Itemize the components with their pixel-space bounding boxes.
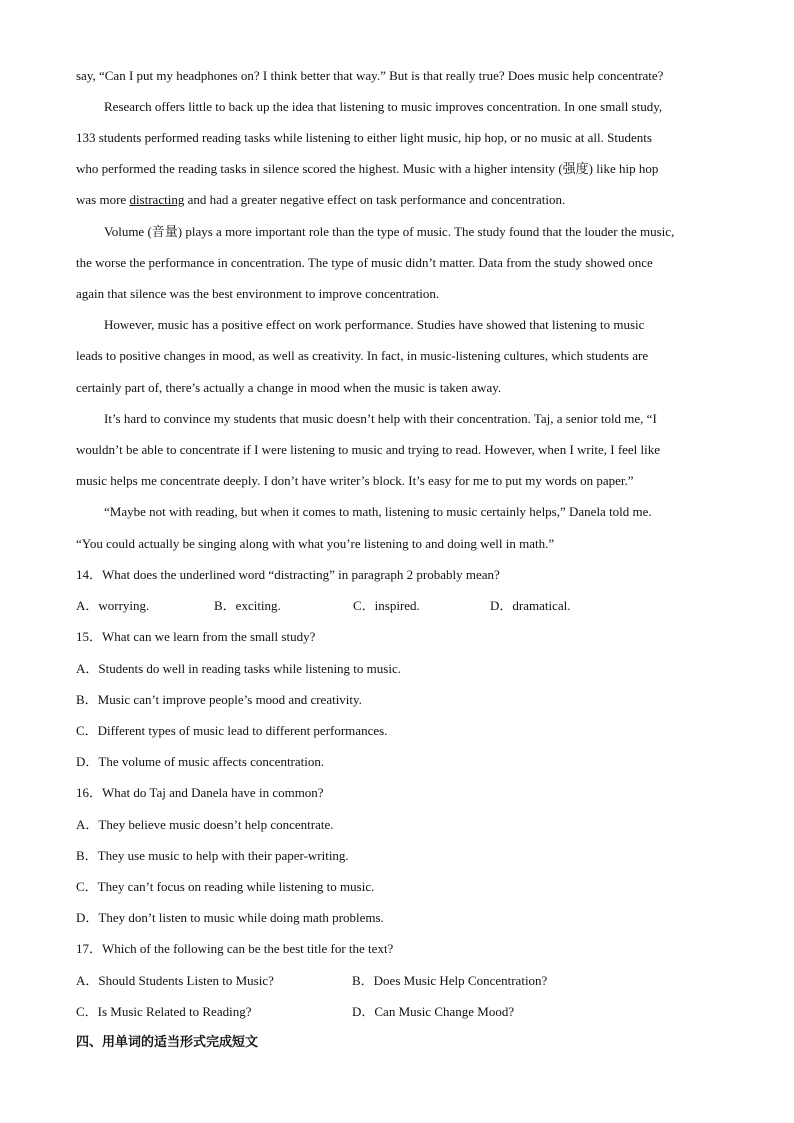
passage-line: music helps me concentrate deeply. I don’t have writer’s block. It’s easy for me to put my words on paper.”: [76, 473, 634, 488]
passage-text: and had a greater negative effect on task performance and concentration.: [184, 192, 566, 207]
passage-line: “Maybe not with reading, but when it comes to math, listening to music certainly helps,” Danela told me.: [104, 504, 652, 519]
passage-line: the worse the performance in concentration. The type of music didn’t matter. Data from the study showed once: [76, 255, 653, 270]
option-c: C．Is Music Related to Reading?: [76, 1004, 252, 1019]
question-stem: 15．What can we learn from the small study?: [76, 629, 316, 644]
option-c: C．inspired.: [353, 598, 420, 613]
passage-line: wouldn’t be able to concentrate if I were listening to music and trying to read. However, when I write, I feel like: [76, 442, 661, 457]
option-d: D．The volume of music affects concentration.: [76, 754, 325, 769]
passage-line: say, “Can I put my headphones on? I think better that way.” But is that really true? Does music help concentrate?: [76, 68, 664, 83]
option-c: C．They can’t focus on reading while listening to music.: [76, 879, 375, 894]
option-b: B．Does Music Help Concentration?: [352, 973, 548, 988]
options-row: [76, 1003, 722, 1021]
passage-line: Research offers little to back up the idea that listening to music improves concentration. In one small study,: [104, 99, 663, 114]
passage-line: Volume (音量) plays a more important role than the type of music. The study found that the louder the music,: [104, 224, 675, 239]
option-b: B．Music can’t improve people’s mood and creativity.: [76, 692, 362, 707]
question-stem: 17．Which of the following can be the best title for the text?: [76, 941, 394, 956]
passage-line: 133 students performed reading tasks while listening to either light music, hip hop, or no music at all. Students: [76, 130, 652, 145]
option-c: C．Different types of music lead to different performances.: [76, 723, 388, 738]
question-stem: 14．What does the underlined word “distracting” in paragraph 2 probably mean?: [76, 567, 500, 582]
option-a: A．They believe music doesn’t help concentrate.: [76, 817, 334, 832]
passage-line: It’s hard to convince my students that music doesn’t help with their concentration. Taj, a senior told me, “I: [104, 411, 657, 426]
options-row: [76, 597, 722, 615]
passage-line: [76, 191, 722, 209]
options-row: [76, 972, 722, 990]
option-b: B．exciting.: [214, 598, 281, 613]
option-d: D．Can Music Change Mood?: [352, 1004, 515, 1019]
option-d: D．They don’t listen to music while doing math problems.: [76, 910, 384, 925]
option-a: A．Students do well in reading tasks while listening to music.: [76, 661, 401, 676]
underlined-word: distracting: [129, 192, 185, 207]
passage-line: again that silence was the best environment to improve concentration.: [76, 286, 440, 301]
passage-text: was more: [76, 192, 130, 207]
passage-line: However, music has a positive effect on work performance. Studies have showed that listening to music: [104, 317, 645, 332]
option-b: B．They use music to help with their paper-writing.: [76, 848, 349, 863]
passage-line: certainly part of, there’s actually a change in mood when the music is taken away.: [76, 380, 502, 395]
option-d: D．dramatical.: [490, 598, 571, 613]
section-heading: 四、用单词的适当形式完成短文: [76, 1035, 259, 1050]
question-stem: 16．What do Taj and Danela have in common?: [76, 785, 324, 800]
passage-line: leads to positive changes in mood, as well as creativity. In fact, in music-listening cultures, which students are: [76, 348, 649, 363]
passage-line: “You could actually be singing along with what you’re listening to and doing well in math.”: [76, 536, 555, 551]
option-a: A．Should Students Listen to Music?: [76, 973, 274, 988]
passage-line: who performed the reading tasks in silence scored the highest. Music with a higher intensity (强度) like hip hop: [76, 161, 659, 176]
option-a: A．worrying.: [76, 598, 150, 613]
